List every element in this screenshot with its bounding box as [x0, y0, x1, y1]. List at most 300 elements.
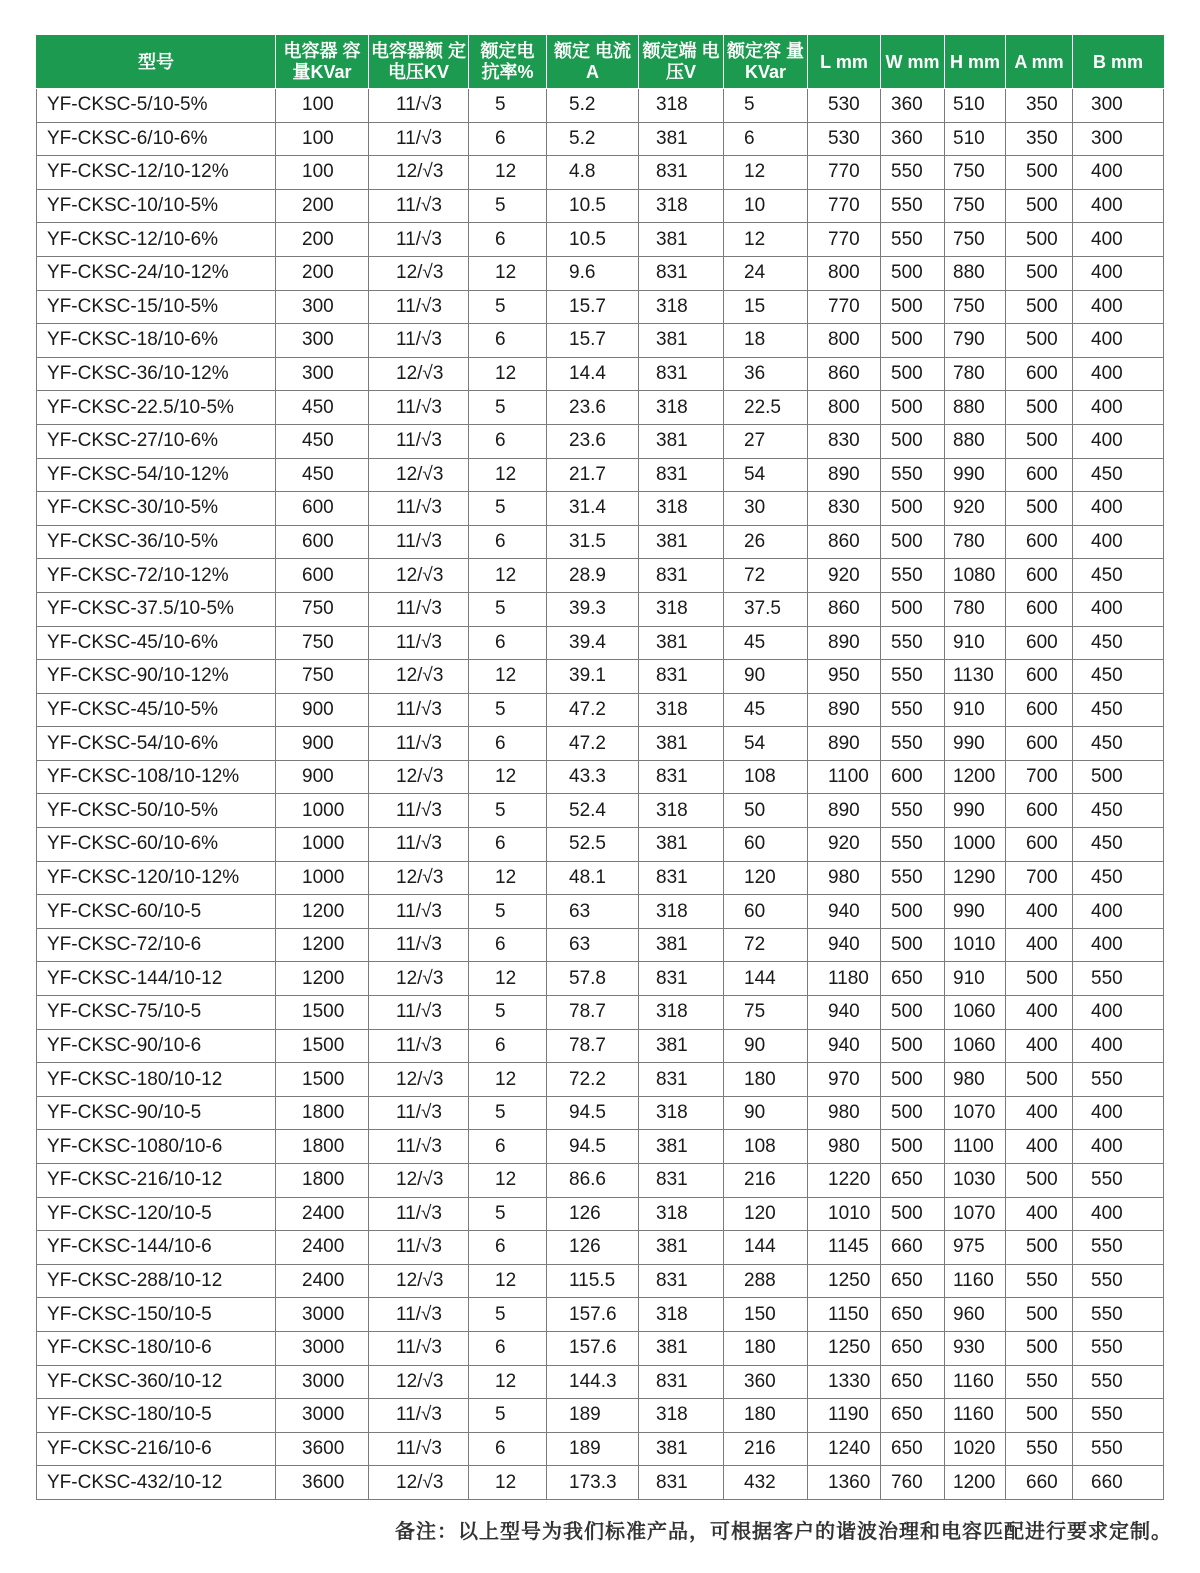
table-row	[37, 1365, 1164, 1399]
header-height: H mm	[945, 36, 1006, 89]
cell-rated-current: 78.7	[547, 996, 639, 1030]
cell-length: 1330	[808, 1365, 881, 1399]
cell-length: 830	[808, 492, 881, 526]
cell-length: 830	[808, 424, 881, 458]
cell-model: YF-CKSC-37.5/10-5%	[37, 592, 276, 626]
table-row	[37, 592, 1164, 626]
cell-height: 1160	[945, 1365, 1006, 1399]
cell-dim-b: 550	[1073, 1063, 1164, 1097]
cell-reactance-rate: 12	[469, 1264, 547, 1298]
cell-rated-capacity: 27	[724, 424, 808, 458]
cell-capacitor-voltage: 11/√3	[369, 492, 469, 526]
cell-rated-capacity: 216	[724, 1432, 808, 1466]
cell-capacitor-capacity: 1000	[276, 828, 369, 862]
cell-model: YF-CKSC-50/10-5%	[37, 794, 276, 828]
header-dim-a: A mm	[1006, 36, 1073, 89]
cell-dim-a: 660	[1006, 1466, 1073, 1500]
cell-terminal-voltage: 381	[639, 1331, 724, 1365]
cell-capacitor-capacity: 2400	[276, 1231, 369, 1265]
header-width: W mm	[881, 36, 945, 89]
cell-terminal-voltage: 381	[639, 1432, 724, 1466]
cell-rated-capacity: 60	[724, 895, 808, 929]
cell-terminal-voltage: 381	[639, 1130, 724, 1164]
cell-dim-b: 550	[1073, 1365, 1164, 1399]
cell-terminal-voltage: 318	[639, 895, 724, 929]
cell-rated-capacity: 10	[724, 189, 808, 223]
cell-rated-capacity: 288	[724, 1264, 808, 1298]
cell-reactance-rate: 6	[469, 626, 547, 660]
cell-rated-current: 52.4	[547, 794, 639, 828]
cell-dim-a: 600	[1006, 458, 1073, 492]
table-row	[37, 895, 1164, 929]
cell-capacitor-voltage: 11/√3	[369, 189, 469, 223]
cell-capacitor-voltage: 11/√3	[369, 1399, 469, 1433]
cell-model: YF-CKSC-75/10-5	[37, 996, 276, 1030]
cell-height: 1100	[945, 1130, 1006, 1164]
cell-width: 500	[881, 996, 945, 1030]
cell-length: 940	[808, 996, 881, 1030]
cell-capacitor-voltage: 12/√3	[369, 1164, 469, 1198]
cell-width: 650	[881, 1298, 945, 1332]
cell-height: 750	[945, 290, 1006, 324]
cell-capacitor-capacity: 900	[276, 760, 369, 794]
table-row	[37, 1298, 1164, 1332]
cell-capacitor-capacity: 3600	[276, 1466, 369, 1500]
cell-capacitor-voltage: 11/√3	[369, 424, 469, 458]
cell-capacitor-voltage: 11/√3	[369, 324, 469, 358]
cell-height: 510	[945, 89, 1006, 123]
cell-capacitor-capacity: 1000	[276, 861, 369, 895]
table-row	[37, 424, 1164, 458]
header-terminal-voltage: 额定端 电压V	[639, 36, 724, 89]
cell-capacitor-capacity: 200	[276, 256, 369, 290]
cell-dim-b: 550	[1073, 1164, 1164, 1198]
cell-capacitor-capacity: 600	[276, 492, 369, 526]
cell-width: 550	[881, 794, 945, 828]
cell-width: 650	[881, 962, 945, 996]
table-row	[37, 156, 1164, 190]
header-capacitor-voltage: 电容器额 定电压KV	[369, 36, 469, 89]
cell-rated-capacity: 216	[724, 1164, 808, 1198]
cell-capacitor-voltage: 11/√3	[369, 928, 469, 962]
table-row	[37, 559, 1164, 593]
cell-dim-a: 500	[1006, 1063, 1073, 1097]
cell-reactance-rate: 6	[469, 928, 547, 962]
cell-capacitor-capacity: 3600	[276, 1432, 369, 1466]
cell-terminal-voltage: 831	[639, 256, 724, 290]
cell-dim-a: 600	[1006, 693, 1073, 727]
table-row	[37, 492, 1164, 526]
cell-reactance-rate: 5	[469, 1399, 547, 1433]
cell-terminal-voltage: 318	[639, 693, 724, 727]
cell-dim-a: 500	[1006, 424, 1073, 458]
cell-capacitor-voltage: 12/√3	[369, 660, 469, 694]
cell-terminal-voltage: 381	[639, 525, 724, 559]
cell-dim-b: 400	[1073, 1096, 1164, 1130]
cell-reactance-rate: 12	[469, 357, 547, 391]
header-rated-current: 额定 电流A	[547, 36, 639, 89]
cell-length: 940	[808, 1029, 881, 1063]
cell-width: 500	[881, 492, 945, 526]
cell-rated-capacity: 180	[724, 1063, 808, 1097]
cell-width: 500	[881, 391, 945, 425]
cell-capacitor-capacity: 3000	[276, 1399, 369, 1433]
cell-rated-current: 10.5	[547, 189, 639, 223]
table-row	[37, 223, 1164, 257]
cell-length: 1100	[808, 760, 881, 794]
cell-length: 860	[808, 592, 881, 626]
cell-height: 1070	[945, 1096, 1006, 1130]
header-reactance-rate: 额定电 抗率%	[469, 36, 547, 89]
cell-terminal-voltage: 381	[639, 928, 724, 962]
cell-dim-a: 500	[1006, 256, 1073, 290]
cell-capacitor-capacity: 1500	[276, 996, 369, 1030]
spec-table-container	[36, 35, 1163, 1500]
cell-dim-b: 450	[1073, 693, 1164, 727]
cell-dim-a: 400	[1006, 895, 1073, 929]
cell-reactance-rate: 5	[469, 794, 547, 828]
cell-length: 980	[808, 861, 881, 895]
cell-dim-b: 400	[1073, 424, 1164, 458]
cell-rated-capacity: 30	[724, 492, 808, 526]
cell-dim-b: 450	[1073, 559, 1164, 593]
cell-reactance-rate: 12	[469, 660, 547, 694]
cell-reactance-rate: 5	[469, 1096, 547, 1130]
cell-rated-current: 57.8	[547, 962, 639, 996]
cell-reactance-rate: 12	[469, 962, 547, 996]
cell-terminal-voltage: 831	[639, 156, 724, 190]
cell-height: 1200	[945, 1466, 1006, 1500]
cell-model: YF-CKSC-216/10-12	[37, 1164, 276, 1198]
cell-length: 970	[808, 1063, 881, 1097]
table-row	[37, 1466, 1164, 1500]
cell-terminal-voltage: 381	[639, 1231, 724, 1265]
cell-width: 550	[881, 693, 945, 727]
cell-capacitor-voltage: 11/√3	[369, 1029, 469, 1063]
cell-terminal-voltage: 318	[639, 996, 724, 1030]
cell-length: 890	[808, 693, 881, 727]
cell-width: 500	[881, 1130, 945, 1164]
cell-dim-a: 500	[1006, 324, 1073, 358]
cell-rated-current: 31.5	[547, 525, 639, 559]
cell-dim-a: 700	[1006, 861, 1073, 895]
cell-dim-b: 400	[1073, 895, 1164, 929]
cell-rated-capacity: 72	[724, 928, 808, 962]
cell-capacitor-capacity: 3000	[276, 1298, 369, 1332]
cell-dim-a: 400	[1006, 928, 1073, 962]
cell-length: 1150	[808, 1298, 881, 1332]
cell-width: 500	[881, 592, 945, 626]
cell-reactance-rate: 6	[469, 324, 547, 358]
cell-terminal-voltage: 318	[639, 1298, 724, 1332]
table-row	[37, 861, 1164, 895]
cell-terminal-voltage: 318	[639, 1197, 724, 1231]
cell-width: 760	[881, 1466, 945, 1500]
cell-dim-a: 500	[1006, 1164, 1073, 1198]
cell-terminal-voltage: 318	[639, 1399, 724, 1433]
cell-rated-current: 86.6	[547, 1164, 639, 1198]
cell-model: YF-CKSC-18/10-6%	[37, 324, 276, 358]
cell-terminal-voltage: 381	[639, 1029, 724, 1063]
cell-terminal-voltage: 318	[639, 189, 724, 223]
cell-capacitor-voltage: 12/√3	[369, 1466, 469, 1500]
cell-width: 550	[881, 559, 945, 593]
cell-dim-b: 400	[1073, 525, 1164, 559]
cell-dim-b: 400	[1073, 189, 1164, 223]
cell-model: YF-CKSC-1080/10-6	[37, 1130, 276, 1164]
cell-dim-a: 350	[1006, 122, 1073, 156]
cell-length: 890	[808, 626, 881, 660]
cell-dim-a: 600	[1006, 559, 1073, 593]
cell-reactance-rate: 6	[469, 1130, 547, 1164]
cell-reactance-rate: 5	[469, 592, 547, 626]
cell-height: 1030	[945, 1164, 1006, 1198]
cell-dim-a: 400	[1006, 1096, 1073, 1130]
cell-rated-capacity: 37.5	[724, 592, 808, 626]
cell-width: 500	[881, 357, 945, 391]
table-row	[37, 660, 1164, 694]
cell-capacitor-voltage: 11/√3	[369, 592, 469, 626]
cell-length: 940	[808, 895, 881, 929]
table-row	[37, 89, 1164, 123]
cell-dim-a: 700	[1006, 760, 1073, 794]
cell-length: 800	[808, 324, 881, 358]
cell-capacitor-capacity: 750	[276, 660, 369, 694]
table-row	[37, 1432, 1164, 1466]
cell-capacitor-voltage: 11/√3	[369, 290, 469, 324]
cell-capacitor-voltage: 11/√3	[369, 1298, 469, 1332]
cell-height: 880	[945, 424, 1006, 458]
header-model: 型号	[37, 36, 276, 89]
cell-rated-current: 5.2	[547, 122, 639, 156]
cell-length: 890	[808, 727, 881, 761]
cell-model: YF-CKSC-180/10-6	[37, 1331, 276, 1365]
cell-dim-b: 450	[1073, 828, 1164, 862]
cell-width: 650	[881, 1432, 945, 1466]
cell-length: 1010	[808, 1197, 881, 1231]
cell-capacitor-capacity: 2400	[276, 1264, 369, 1298]
cell-capacitor-capacity: 300	[276, 290, 369, 324]
cell-capacitor-capacity: 3000	[276, 1331, 369, 1365]
cell-reactance-rate: 6	[469, 122, 547, 156]
cell-dim-a: 550	[1006, 1432, 1073, 1466]
cell-dim-a: 600	[1006, 828, 1073, 862]
cell-rated-capacity: 180	[724, 1331, 808, 1365]
cell-model: YF-CKSC-90/10-12%	[37, 660, 276, 694]
cell-rated-capacity: 120	[724, 861, 808, 895]
table-row	[37, 1096, 1164, 1130]
cell-terminal-voltage: 318	[639, 391, 724, 425]
cell-rated-current: 31.4	[547, 492, 639, 526]
cell-dim-a: 500	[1006, 290, 1073, 324]
table-row	[37, 996, 1164, 1030]
cell-capacitor-voltage: 12/√3	[369, 357, 469, 391]
cell-height: 780	[945, 525, 1006, 559]
cell-dim-b: 550	[1073, 1264, 1164, 1298]
cell-capacitor-capacity: 2400	[276, 1197, 369, 1231]
cell-capacitor-voltage: 11/√3	[369, 223, 469, 257]
cell-model: YF-CKSC-60/10-5	[37, 895, 276, 929]
cell-model: YF-CKSC-180/10-12	[37, 1063, 276, 1097]
table-row	[37, 1399, 1164, 1433]
table-row	[37, 256, 1164, 290]
cell-height: 780	[945, 592, 1006, 626]
cell-dim-a: 500	[1006, 223, 1073, 257]
cell-dim-b: 450	[1073, 626, 1164, 660]
cell-capacitor-voltage: 11/√3	[369, 1096, 469, 1130]
cell-height: 1020	[945, 1432, 1006, 1466]
cell-capacitor-voltage: 12/√3	[369, 1264, 469, 1298]
cell-capacitor-capacity: 450	[276, 458, 369, 492]
cell-reactance-rate: 6	[469, 223, 547, 257]
cell-width: 550	[881, 156, 945, 190]
cell-capacitor-capacity: 300	[276, 357, 369, 391]
cell-model: YF-CKSC-288/10-12	[37, 1264, 276, 1298]
cell-height: 750	[945, 156, 1006, 190]
cell-capacitor-capacity: 750	[276, 626, 369, 660]
cell-capacitor-capacity: 300	[276, 324, 369, 358]
cell-model: YF-CKSC-72/10-12%	[37, 559, 276, 593]
cell-model: YF-CKSC-12/10-12%	[37, 156, 276, 190]
cell-dim-b: 400	[1073, 996, 1164, 1030]
cell-rated-current: 23.6	[547, 424, 639, 458]
cell-width: 500	[881, 1029, 945, 1063]
cell-rated-current: 94.5	[547, 1096, 639, 1130]
cell-model: YF-CKSC-30/10-5%	[37, 492, 276, 526]
cell-length: 770	[808, 156, 881, 190]
cell-reactance-rate: 6	[469, 828, 547, 862]
cell-rated-capacity: 26	[724, 525, 808, 559]
cell-capacitor-capacity: 450	[276, 391, 369, 425]
cell-model: YF-CKSC-432/10-12	[37, 1466, 276, 1500]
cell-dim-a: 400	[1006, 996, 1073, 1030]
table-row	[37, 1164, 1164, 1198]
cell-height: 1130	[945, 660, 1006, 694]
cell-capacitor-voltage: 12/√3	[369, 1365, 469, 1399]
cell-width: 500	[881, 324, 945, 358]
cell-terminal-voltage: 831	[639, 1466, 724, 1500]
cell-width: 500	[881, 1063, 945, 1097]
cell-rated-current: 52.5	[547, 828, 639, 862]
cell-rated-current: 47.2	[547, 693, 639, 727]
cell-height: 750	[945, 223, 1006, 257]
cell-width: 500	[881, 1197, 945, 1231]
cell-capacitor-voltage: 11/√3	[369, 693, 469, 727]
cell-model: YF-CKSC-12/10-6%	[37, 223, 276, 257]
cell-length: 530	[808, 122, 881, 156]
cell-rated-current: 28.9	[547, 559, 639, 593]
cell-dim-b: 500	[1073, 760, 1164, 794]
cell-rated-capacity: 54	[724, 727, 808, 761]
cell-height: 990	[945, 458, 1006, 492]
cell-capacitor-voltage: 11/√3	[369, 828, 469, 862]
cell-reactance-rate: 12	[469, 156, 547, 190]
cell-terminal-voltage: 831	[639, 962, 724, 996]
header-dim-b: B mm	[1073, 36, 1164, 89]
cell-length: 860	[808, 357, 881, 391]
cell-width: 360	[881, 89, 945, 123]
cell-terminal-voltage: 318	[639, 794, 724, 828]
cell-terminal-voltage: 831	[639, 1264, 724, 1298]
table-row	[37, 290, 1164, 324]
cell-model: YF-CKSC-54/10-12%	[37, 458, 276, 492]
cell-capacitor-capacity: 1200	[276, 962, 369, 996]
cell-dim-b: 400	[1073, 223, 1164, 257]
cell-dim-a: 500	[1006, 1231, 1073, 1265]
table-row	[37, 324, 1164, 358]
cell-rated-capacity: 50	[724, 794, 808, 828]
table-row	[37, 391, 1164, 425]
cell-capacitor-capacity: 1000	[276, 794, 369, 828]
cell-dim-b: 450	[1073, 458, 1164, 492]
cell-reactance-rate: 6	[469, 1432, 547, 1466]
cell-height: 750	[945, 189, 1006, 223]
cell-width: 500	[881, 1096, 945, 1130]
cell-rated-capacity: 45	[724, 693, 808, 727]
cell-length: 800	[808, 256, 881, 290]
cell-capacitor-voltage: 12/√3	[369, 760, 469, 794]
cell-capacitor-capacity: 750	[276, 592, 369, 626]
cell-rated-capacity: 108	[724, 1130, 808, 1164]
cell-terminal-voltage: 831	[639, 458, 724, 492]
cell-reactance-rate: 6	[469, 727, 547, 761]
cell-dim-b: 400	[1073, 1029, 1164, 1063]
cell-length: 980	[808, 1130, 881, 1164]
cell-rated-current: 126	[547, 1197, 639, 1231]
cell-height: 910	[945, 693, 1006, 727]
cell-rated-current: 126	[547, 1231, 639, 1265]
cell-dim-b: 550	[1073, 1331, 1164, 1365]
cell-height: 1200	[945, 760, 1006, 794]
cell-height: 930	[945, 1331, 1006, 1365]
cell-capacitor-capacity: 100	[276, 122, 369, 156]
cell-dim-a: 600	[1006, 357, 1073, 391]
cell-dim-b: 450	[1073, 861, 1164, 895]
cell-length: 1180	[808, 962, 881, 996]
cell-rated-current: 47.2	[547, 727, 639, 761]
cell-terminal-voltage: 318	[639, 1096, 724, 1130]
cell-dim-b: 400	[1073, 256, 1164, 290]
table-row	[37, 1063, 1164, 1097]
cell-length: 920	[808, 828, 881, 862]
cell-height: 1010	[945, 928, 1006, 962]
table-row	[37, 962, 1164, 996]
cell-reactance-rate: 5	[469, 89, 547, 123]
cell-height: 990	[945, 895, 1006, 929]
cell-capacitor-voltage: 12/√3	[369, 1063, 469, 1097]
table-row	[37, 693, 1164, 727]
cell-rated-capacity: 24	[724, 256, 808, 290]
cell-capacitor-capacity: 200	[276, 189, 369, 223]
cell-dim-b: 400	[1073, 928, 1164, 962]
cell-width: 500	[881, 256, 945, 290]
cell-dim-b: 400	[1073, 592, 1164, 626]
cell-model: YF-CKSC-15/10-5%	[37, 290, 276, 324]
cell-width: 550	[881, 458, 945, 492]
cell-dim-a: 500	[1006, 492, 1073, 526]
cell-rated-capacity: 5	[724, 89, 808, 123]
cell-rated-capacity: 90	[724, 1096, 808, 1130]
cell-model: YF-CKSC-10/10-5%	[37, 189, 276, 223]
cell-rated-current: 115.5	[547, 1264, 639, 1298]
table-row	[37, 794, 1164, 828]
cell-dim-b: 300	[1073, 89, 1164, 123]
cell-dim-b: 550	[1073, 1298, 1164, 1332]
cell-dim-a: 600	[1006, 626, 1073, 660]
cell-capacitor-capacity: 1500	[276, 1063, 369, 1097]
cell-rated-capacity: 360	[724, 1365, 808, 1399]
cell-rated-capacity: 22.5	[724, 391, 808, 425]
